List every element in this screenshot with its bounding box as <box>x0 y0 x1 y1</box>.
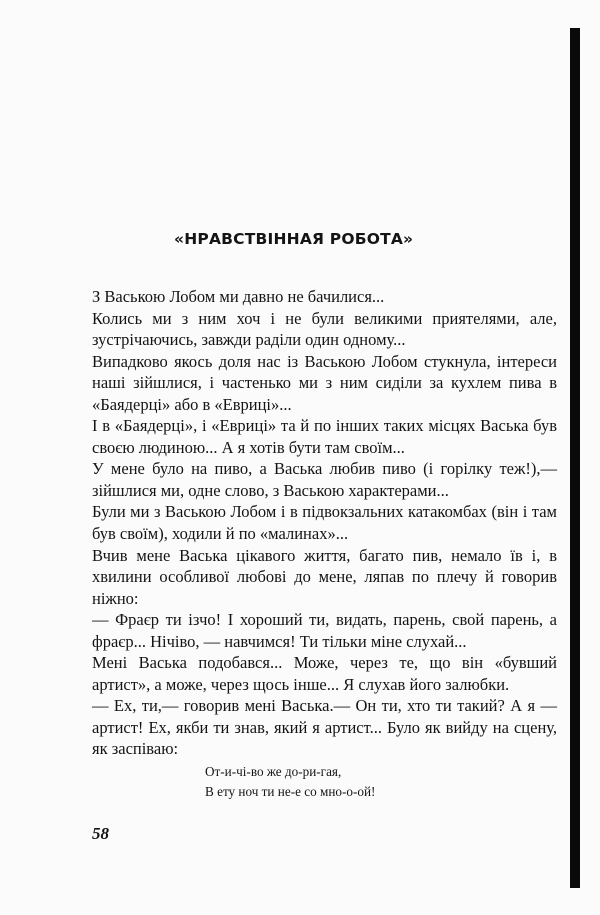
paragraph: І в «Баядерці», і «Евриці» та й по інших таких місцях Васька був своєю людиною... А я хотів бути там своїм... <box>92 416 557 457</box>
paragraph: Вчив мене Васька цікавого життя, багато пив, немало їв і, в хвилини особливої любові до мене, ляпав по плечу й говорив ніжно: <box>92 545 557 608</box>
paragraph: Мені Васька подобався... Може, через те, що він «бувший артист», а може, через щось інше... Я слухав його залюбки. <box>92 653 557 694</box>
verse-line: В ету ноч ти не-е со мно-о-ой! <box>205 784 376 799</box>
paragraph: Випадково якось доля нас із Ваською Лобом стукнула, інтереси наші зійшлися, і частенько ми з ним сиділи за кухлем пива в «Баядерці» або в «Евриці»... <box>92 351 557 414</box>
page-number: 58 <box>92 824 109 843</box>
paragraph: — Фраєр ти ізчо! І хороший ти, видать, парень, свой парень, а фраєр... Нічіво, — навчимся! Ти тільки міне слухай... <box>92 610 557 651</box>
body-text <box>92 286 557 760</box>
paragraph: Колись ми з ним хоч і не були великими приятелями, але, зустрічаючись, завжди раділи один одному... <box>92 308 557 350</box>
page-edge-bar <box>570 28 580 888</box>
verse-line: От-и-чі-во же до-ри-гая, <box>205 764 342 779</box>
chapter-title: «НРАВСТВІННАЯ РОБОТА» <box>174 230 414 248</box>
paragraph: З Ваською Лобом ми давно не бачилися... <box>92 287 385 306</box>
paragraph: Були ми з Ваською Лобом і в підвокзальних катакомбах (він і там був своїм), ходили й по «малинах»... <box>92 502 557 544</box>
paragraph: У мене було на пиво, а Васька любив пиво (і горілку теж!),— зійшлися ми, одне слово, з Ваською характерами... <box>92 459 557 500</box>
song-verse <box>205 762 375 802</box>
paragraph: — Ех, ти,— говорив мені Васька.— Он ти, хто ти такий? А я — артист! Ех, якби ти знав, який я артист... Було як вийду на сцену, як заспіваю: <box>92 696 557 759</box>
